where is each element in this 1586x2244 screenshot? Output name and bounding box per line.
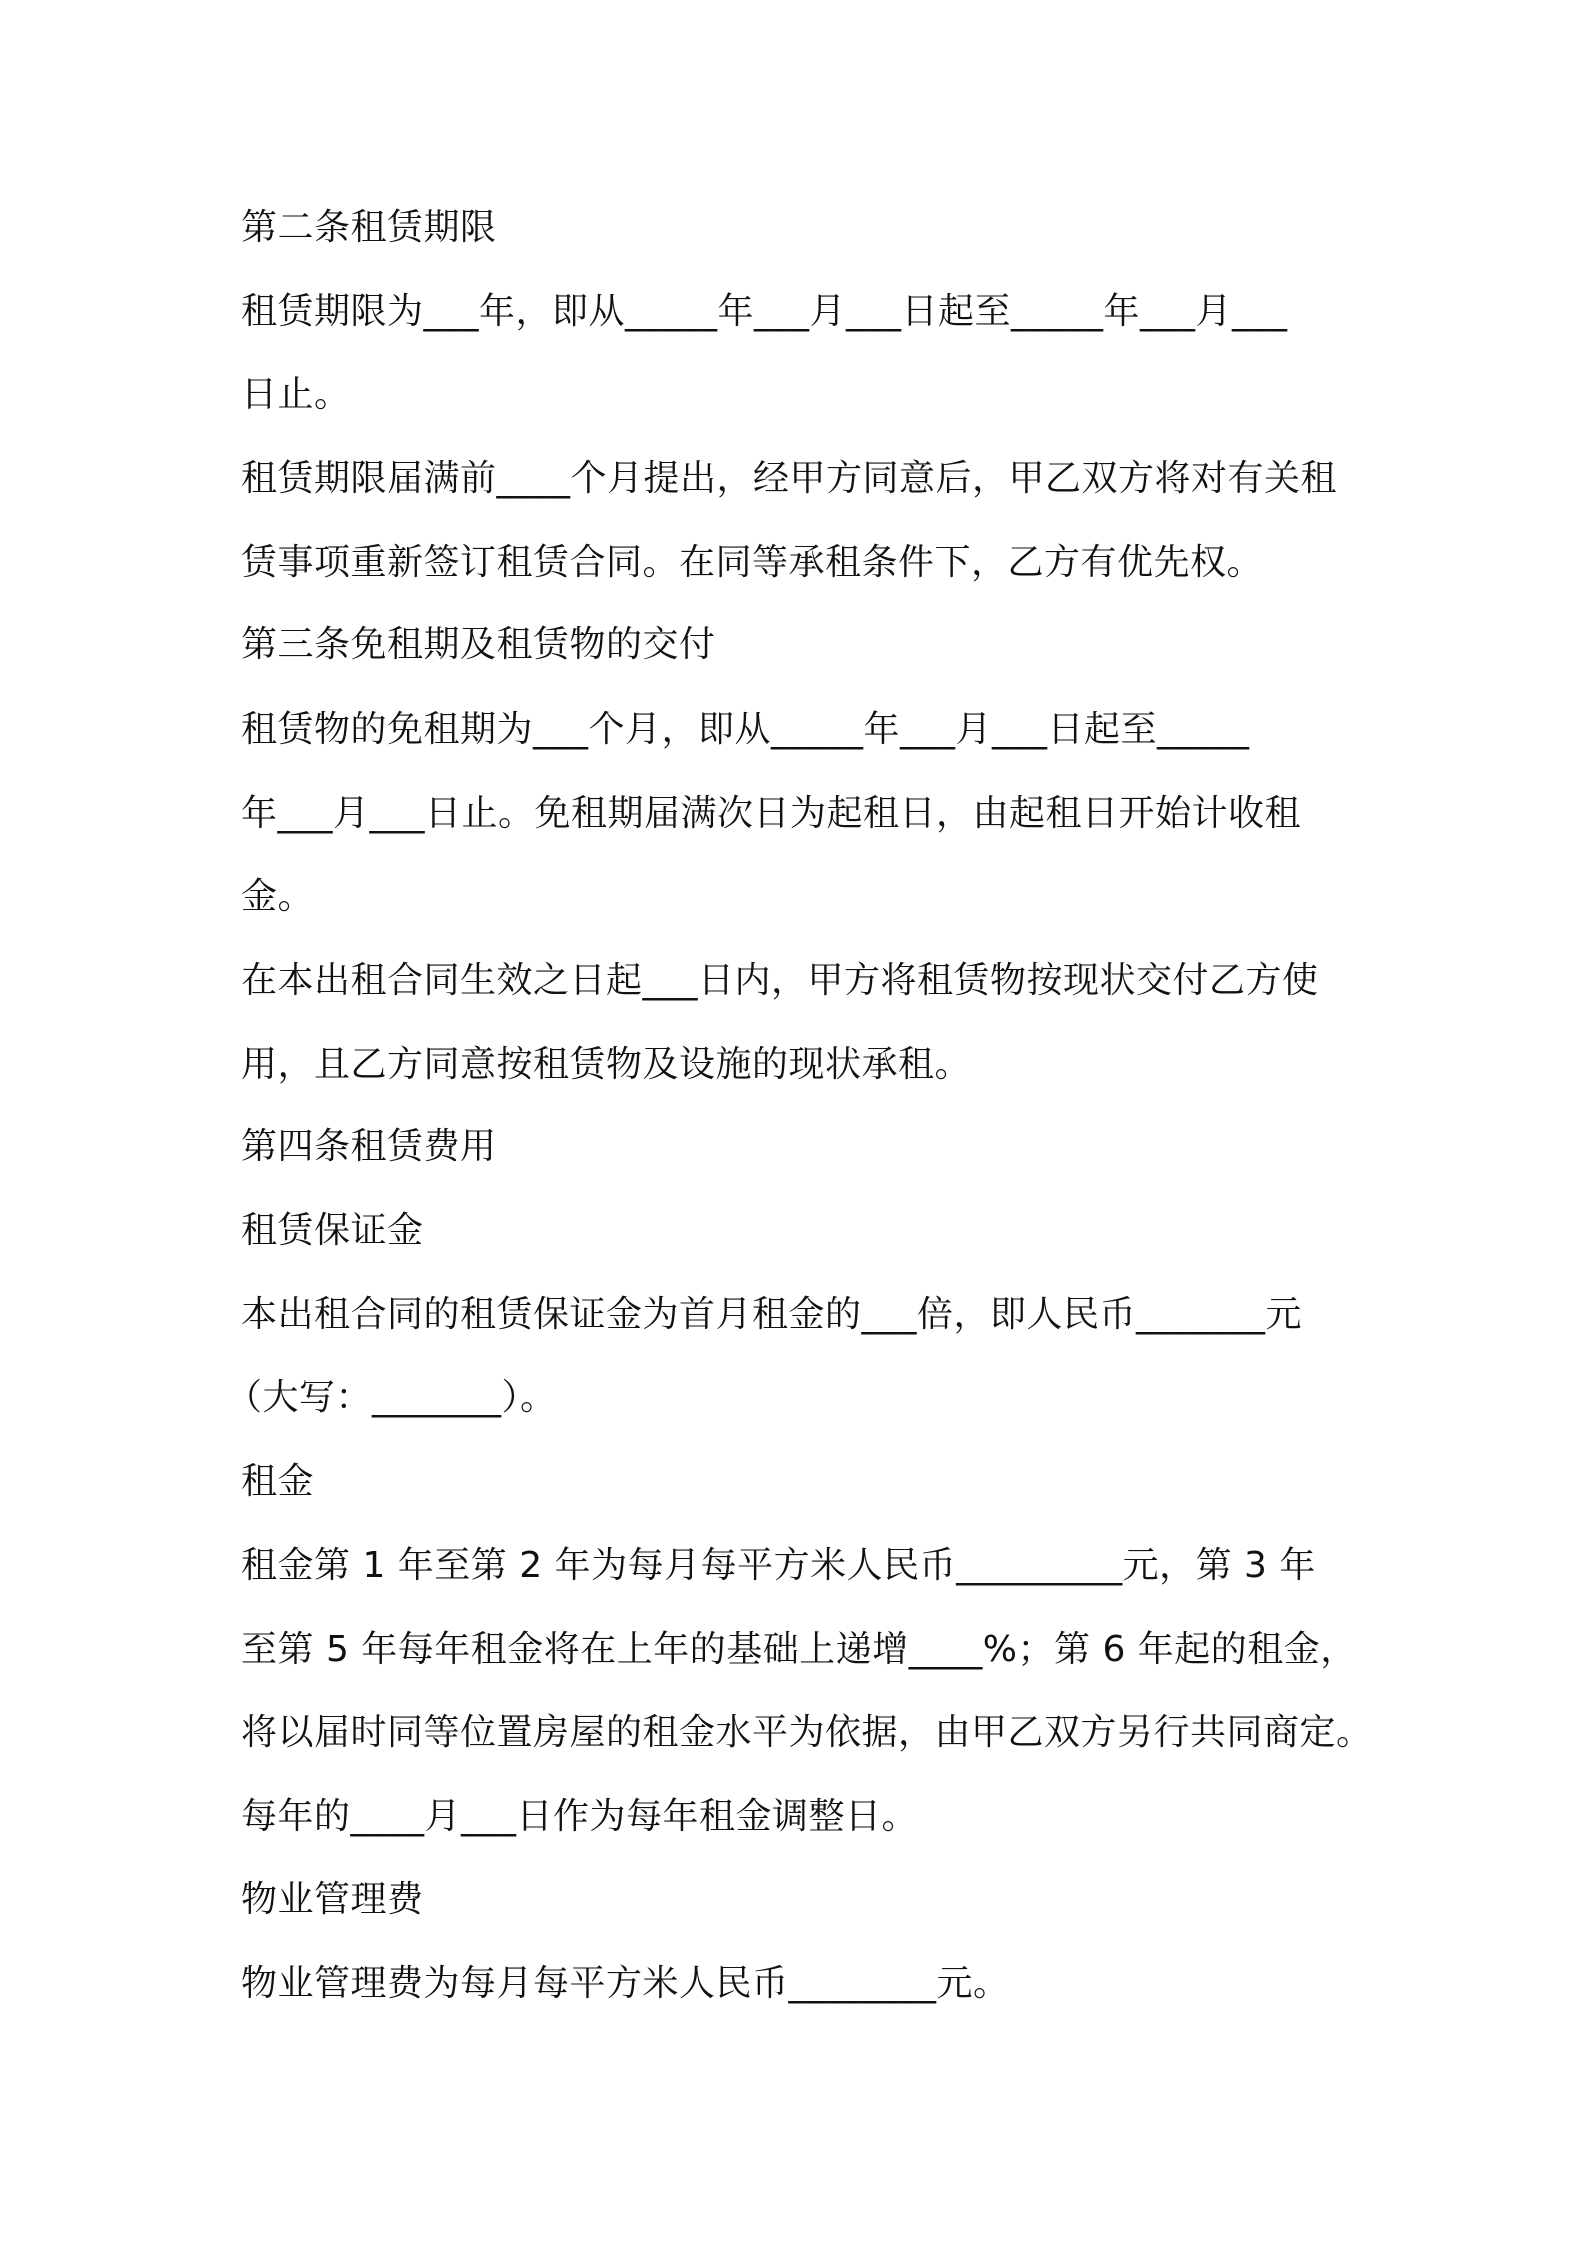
paragraph-line: 至第 5 年每年租金将在上年的基础上递增____%；第 6 年起的租金， [241, 1629, 1357, 1670]
paragraph-line: 物业管理费为每月每平方米人民币________元。 [241, 1963, 1010, 2004]
paragraph-line: 金。 [241, 876, 315, 917]
paragraph-line: 日止。 [241, 374, 351, 415]
paragraph-line: 将以届时同等位置房屋的租金水平为依据，由甲乙双方另行共同商定。 [241, 1712, 1373, 1753]
subheading-rent: 租金 [241, 1461, 315, 1502]
paragraph-line: 租赁物的免租期为___个月，即从_____年___月___日起至_____ [241, 709, 1250, 750]
paragraph-line: （大写：_______）。 [226, 1377, 557, 1418]
paragraph-line: 赁事项重新签订租赁合同。在同等承租条件下，乙方有优先权。 [241, 542, 1264, 583]
paragraph-line: 租赁期限为___年，即从_____年___月___日起至_____年___月___ [241, 291, 1288, 332]
heading-article-2: 第二条租赁期限 [241, 207, 497, 248]
paragraph-line: 用，且乙方同意按租赁物及设施的现状承租。 [241, 1044, 972, 1085]
paragraph-line: 租赁期限届满前____个月提出，经甲方同意后，甲乙双方将对有关租 [241, 458, 1338, 499]
paragraph-line: 每年的____月___日作为每年租金调整日。 [241, 1796, 919, 1837]
paragraph-line: 租金第 1 年至第 2 年为每月每平方米人民币_________元，第 3 年 [241, 1545, 1316, 1586]
heading-article-4: 第四条租赁费用 [241, 1126, 497, 1167]
paragraph-line: 在本出租合同生效之日起___日内，甲方将租赁物按现状交付乙方使 [241, 960, 1319, 1001]
heading-article-3: 第三条免租期及租赁物的交付 [241, 624, 716, 665]
subheading-property-fee: 物业管理费 [241, 1879, 424, 1920]
subheading-deposit: 租赁保证金 [241, 1210, 424, 1251]
paragraph-line: 本出租合同的租赁保证金为首月租金的___倍，即人民币_______元 [241, 1294, 1303, 1335]
paragraph-line: 年___月___日止。免租期届满次日为起租日，由起租日开始计收租 [241, 793, 1302, 834]
